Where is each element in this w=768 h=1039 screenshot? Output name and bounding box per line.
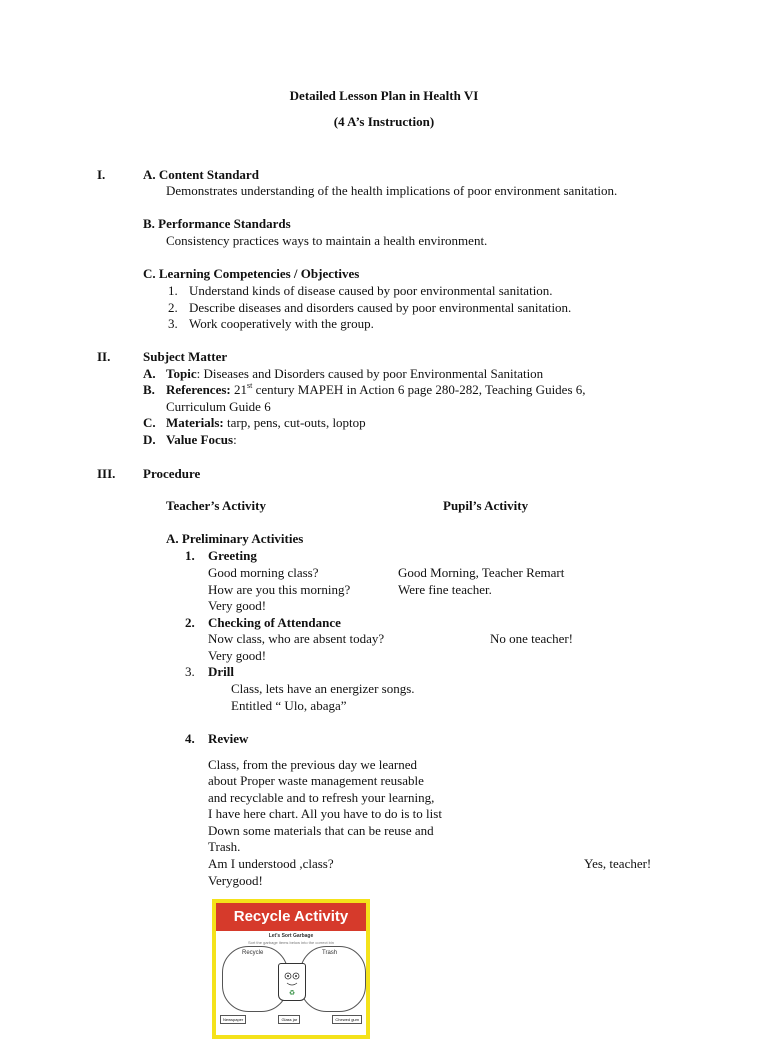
garbage-items-strip — [216, 1015, 366, 1024]
garbage-item: Glass jar — [278, 1015, 300, 1024]
review-line: Trash. — [208, 839, 241, 854]
drill-number: 3. — [185, 664, 195, 679]
review-line: and recyclable and to refresh your learning, — [208, 790, 435, 805]
value-focus-line — [166, 432, 237, 448]
performance-standards-heading: B. Performance Standards — [143, 216, 291, 231]
pupil-line: No one teacher! — [490, 631, 574, 646]
recycle-label: Recycle — [242, 950, 264, 956]
review-number: 4. — [185, 731, 195, 746]
objective-text: Understand kinds of disease caused by poor environmental sanitation. — [189, 283, 553, 298]
references-line — [166, 382, 586, 398]
references-ordinal: st — [246, 381, 253, 390]
teacher-line: Class, lets have an energizer songs. — [231, 681, 415, 696]
objective-number: 2. — [168, 300, 178, 315]
content-standard-heading: A. Content Standard — [143, 167, 259, 182]
teacher-line: How are you this morning? — [208, 582, 351, 597]
objective-text: Work cooperatively with the group. — [189, 316, 374, 331]
review-line: Class, from the previous day we learned — [208, 757, 418, 772]
subject-matter-heading: Subject Matter — [143, 349, 228, 364]
attendance-heading: Checking of Attendance — [208, 615, 341, 630]
teacher-line: Am I understood ,class? — [208, 856, 334, 871]
value-focus-label: Value Focus — [166, 432, 234, 447]
teacher-activity-column: Teacher’s Activity — [166, 498, 267, 513]
section-numeral-2: II. — [97, 349, 111, 364]
review-heading: Review — [208, 731, 249, 746]
teacher-line: Very good! — [208, 598, 267, 613]
objective-number: 3. — [168, 316, 178, 331]
teacher-line: Very good! — [208, 648, 267, 663]
topic-label: Topic — [166, 366, 197, 381]
attendance-number: 2. — [185, 615, 195, 630]
references-text: century MAPEH in Action 6 page 280-282, Teaching Guides 6, — [252, 382, 586, 397]
references-number: 21 — [230, 382, 247, 397]
greeting-number: 1. — [185, 548, 195, 563]
topic-line — [166, 366, 543, 382]
recycle-bin-icon — [278, 963, 306, 1001]
value-focus-letter: D. — [143, 432, 156, 447]
value-focus-text: : — [233, 432, 237, 447]
review-line: about Proper waste management reusable — [208, 773, 424, 788]
garbage-item: Chewed gum — [332, 1015, 362, 1024]
content-standard-text: Demonstrates understanding of the health implications of poor environment sanitation. — [166, 183, 618, 198]
references-label: References: — [166, 382, 231, 397]
objective-text: Describe diseases and disorders caused by poor environmental sanitation. — [189, 300, 572, 315]
materials-letter: C. — [143, 415, 156, 430]
trash-label: Trash — [322, 950, 338, 956]
procedure-heading: Procedure — [143, 466, 201, 481]
pupil-line: Were fine teacher. — [398, 582, 492, 597]
drill-heading: Drill — [208, 664, 234, 679]
teacher-line: Entitled “ Ulo, abaga” — [231, 698, 347, 713]
teacher-line: Now class, who are absent today? — [208, 631, 385, 646]
poster-body — [216, 903, 366, 1035]
poster-subtitle: Let's Sort Garbage — [268, 933, 314, 939]
greeting-heading: Greeting — [208, 548, 257, 563]
pupil-activity-column: Pupil’s Activity — [443, 498, 529, 513]
learning-competencies-heading: C. Learning Competencies / Objectives — [143, 266, 360, 281]
garbage-item: Newspaper — [220, 1015, 246, 1024]
poster-title: Recycle Activity — [216, 903, 366, 931]
document-title: Detailed Lesson Plan in Health VI — [289, 88, 479, 103]
references-letter: B. — [143, 382, 155, 397]
svg-text:♻: ♻ — [288, 989, 296, 997]
pupil-line: Yes, teacher! — [584, 856, 652, 871]
recycle-activity-poster — [212, 899, 370, 1039]
review-line: Down some materials that can be reuse and — [208, 823, 434, 838]
teacher-line: Verygood! — [208, 873, 263, 888]
objective-number: 1. — [168, 283, 178, 298]
teacher-line: Good morning class? — [208, 565, 319, 580]
preliminary-activities-heading: A. Preliminary Activities — [166, 531, 304, 546]
poster-instruction: Sort the garbage items below into the correct bin — [247, 940, 335, 945]
materials-line — [166, 415, 366, 431]
materials-label: Materials: — [166, 415, 224, 430]
performance-standards-text: Consistency practices ways to maintain a health environment. — [166, 233, 488, 248]
section-numeral-3: III. — [97, 466, 116, 481]
section-numeral-1: I. — [97, 167, 106, 182]
topic-letter: A. — [143, 366, 156, 381]
materials-text: tarp, pens, cut-outs, loptop — [223, 415, 366, 430]
topic-text: : Diseases and Disorders caused by poor Environmental Sanitation — [196, 366, 544, 381]
pupil-line: Good Morning, Teacher Remart — [398, 565, 565, 580]
document-subtitle: (4 A’s Instruction) — [333, 114, 435, 129]
review-line: I have here chart. All you have to do is to list — [208, 806, 442, 821]
references-text-continued: Curriculum Guide 6 — [166, 399, 271, 414]
